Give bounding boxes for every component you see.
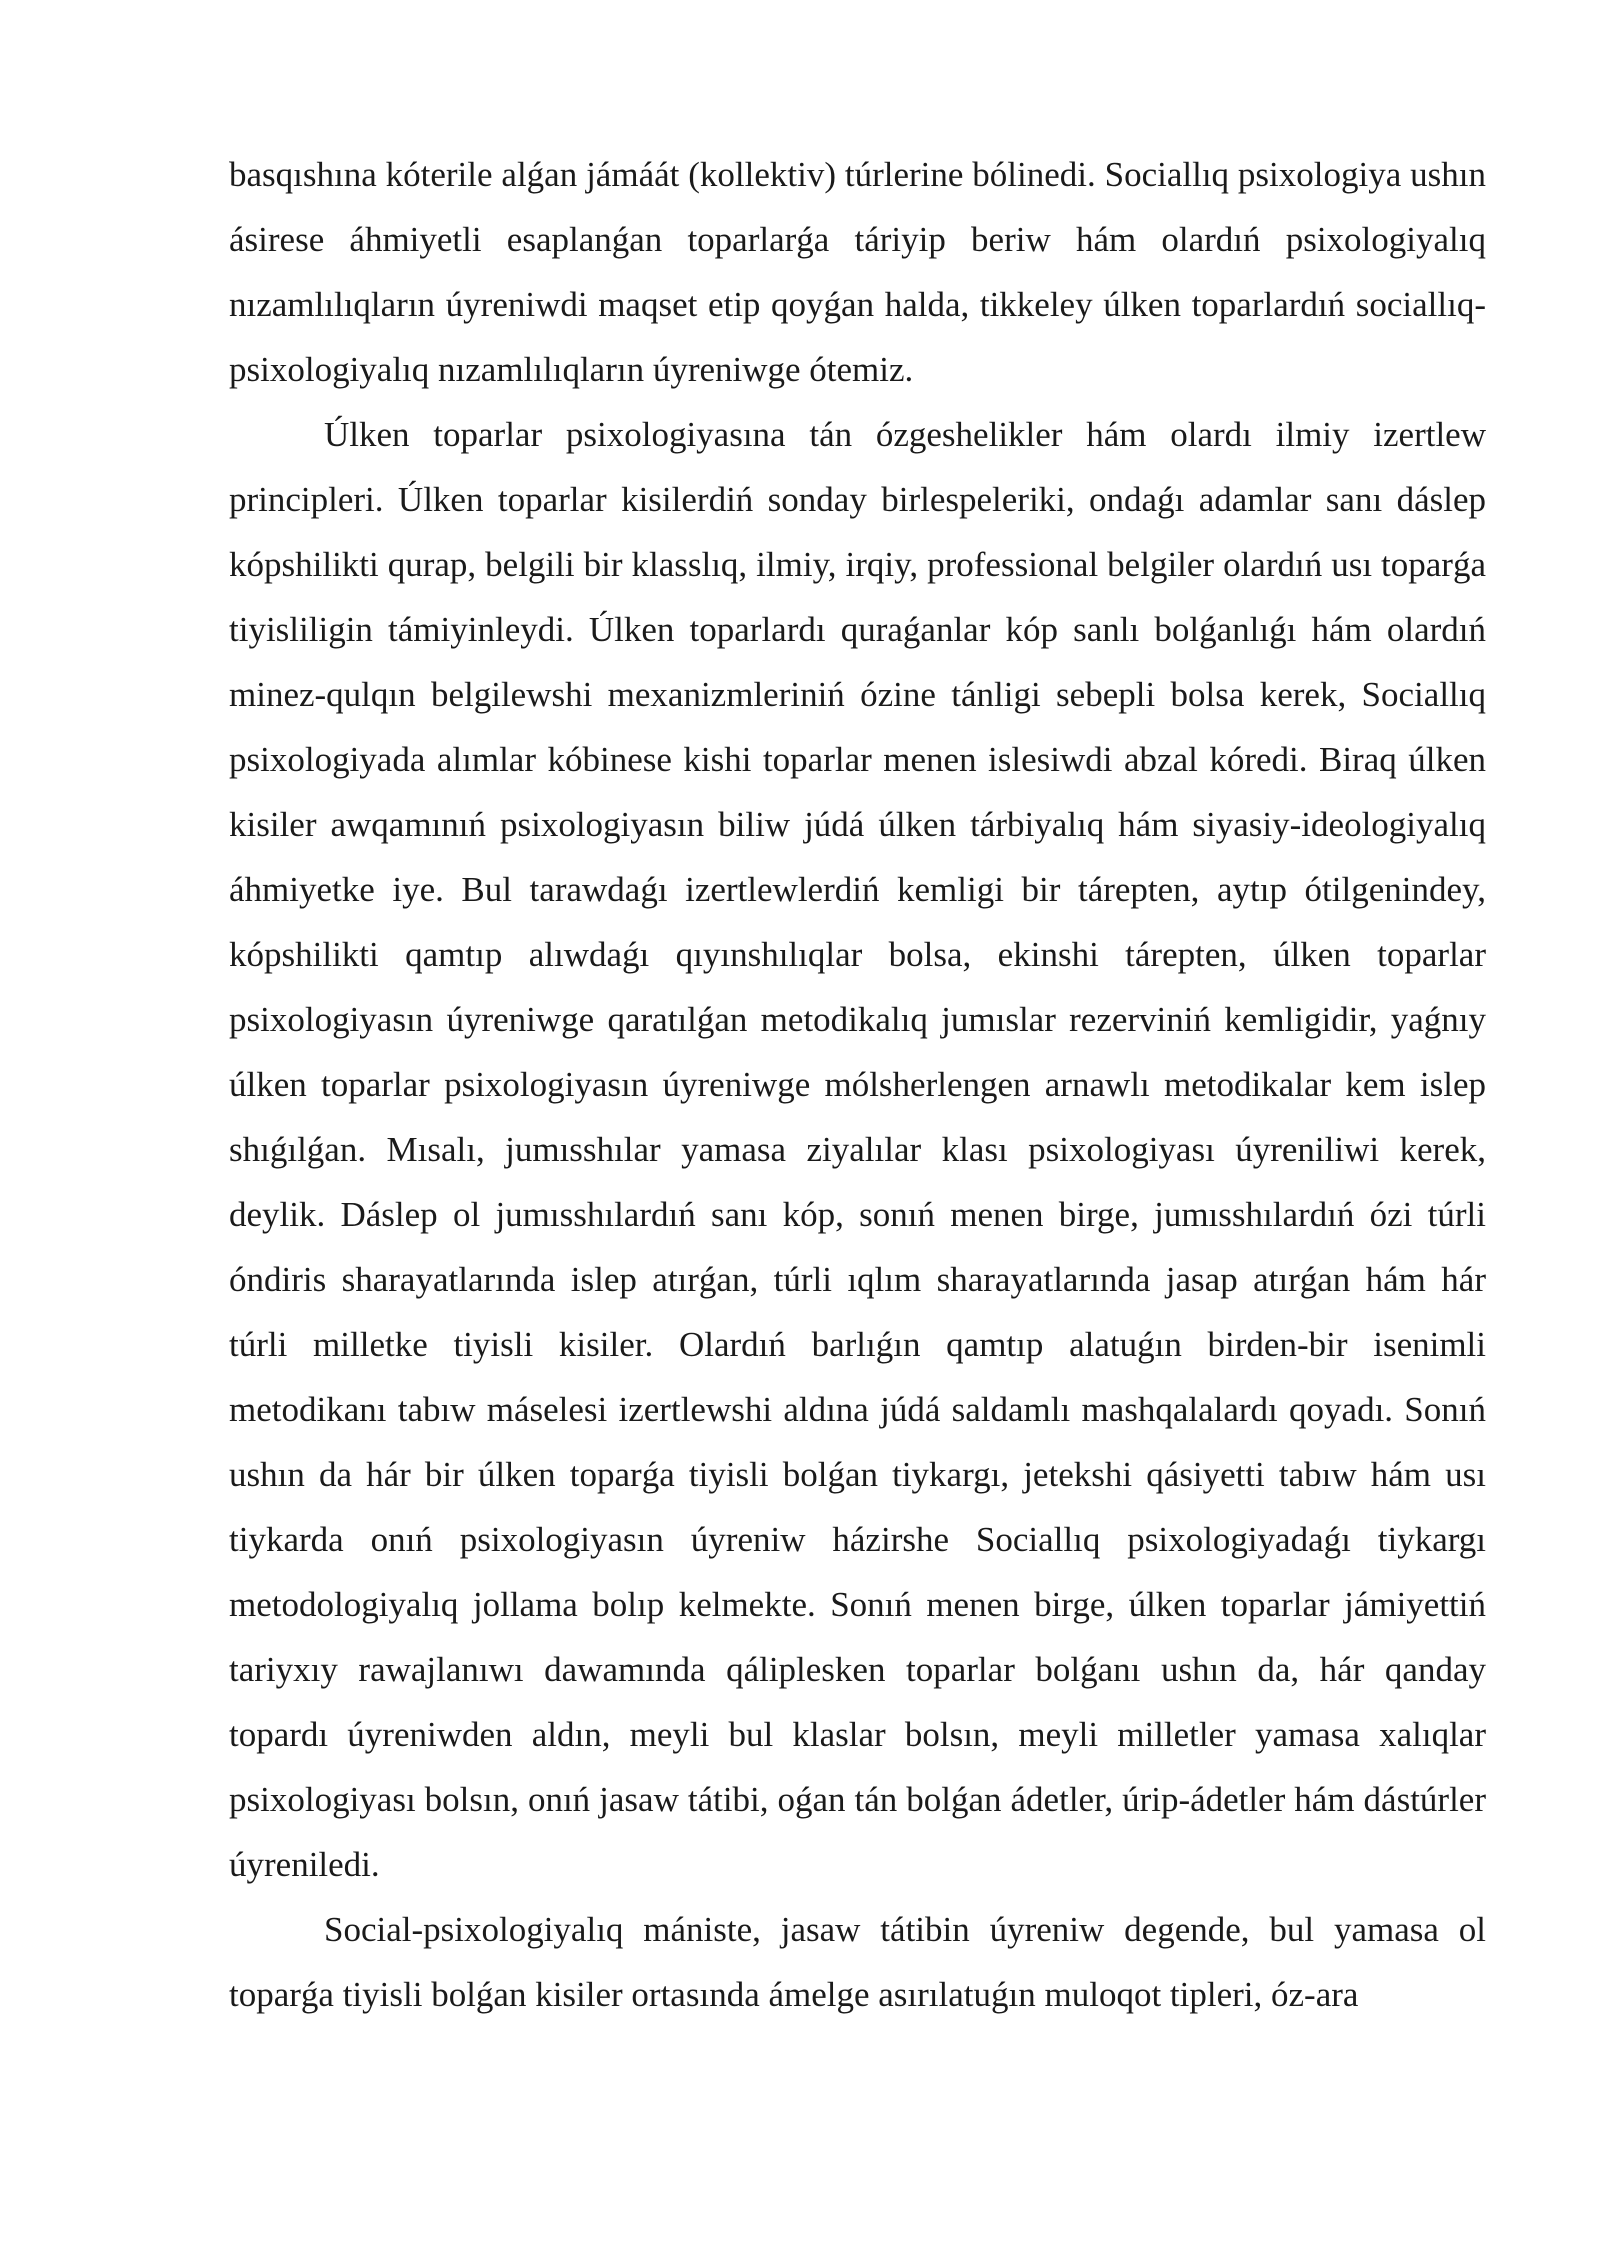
paragraph-2: Úlken toparlar psixologiyasına tán ózgeshelikler hám olardı ilmiy izertlew principleri. Úlken toparlar kisilerdiń sonday birlespeleriki, ondaǵı adamlar sanı dáslep kópshilikti qurap, belgili bir klasslıq, ilmiy, irqiy, professional belgiler olardıń usı toparǵa tiyisliligin támiyinleydi. Úlken toparlardı quraǵanlar kóp sanlı bolǵanlıǵı hám olardıń minez-qulqın belgilewshi mexanizmleriniń ózine tánligi sebepli bolsa kerek, Sociallıq psixologiyada alımlar kóbinese kishi toparlar menen islesiwdi abzal kóredi. Biraq úlken kisiler awqamınıń psixologiyasın biliw júdá úlken tárbiyalıq hám siyasiy-ideologiyalıq áhmiyetke iye. Bul tarawdaǵı izertlewlerdiń kemligi bir tárepten, aytıp ótilgenindey, kópshilikti qamtıp alıwdaǵı qıyınshılıqlar bolsa, ekinshi tárepten, úlken toparlar psixologiyasın úyreniwge qaratılǵan metodikalıq jumıslar rezerviniń kemligidir, yaǵnıy úlken toparlar psixologiyasın úyreniwge mólsherlengen arnawlı metodikalar kem islep shıǵılǵan. Mısalı, jumısshılar yamasa ziyalılar klası psixologiyası úyreniliwi kerek, deylik. Dáslep ol jumısshılardıń sanı kóp, sonıń menen birge, jumısshılardıń ózi túrli óndiris sharayatlarında islep atırǵan, túrli ıqlım sharayatlarında jasap atırǵan hám hár túrli milletke tiyisli kisiler. Olardıń barlıǵın qamtıp alatuǵın birden-bir isenimli metodikanı tabıw máselesi izertlewshi aldına júdá saldamlı mashqalalardı qoyadı. Sonıń ushın da hár bir úlken toparǵa tiyisli bolǵan tiykargı, jetekshi qásiyetti tabıw hám usı tiykarda onıń psixologiyasın úyreniw házirshe Sociallıq psixologiyadaǵı tiykargı metodologiyalıq jollama bolıp kelmekte. Sonıń menen birge, úlken toparlar jámiyettiń tariyxıy rawajlanıwı dawamında qáliplesken toparlar bolǵanı ushın da, hár qanday topardı úyreniwden aldın, meyli bul klaslar bolsın, meyli milletler yamasa xalıqlar psixologiyası bolsın, onıń jasaw tátibi, oǵan tán bolǵan ádetler, úrip-ádetler hám dástúrler úyreniledi. [229, 415, 1486, 1884]
paragraph-3: Social-psixologiyalıq mániste, jasaw tátibin úyreniw degende, bul yamasa ol toparǵa tiyisli bolǵan kisiler ortasında ámelge asırılatuǵın muloqot tipleri, óz-ara [229, 1910, 1486, 2014]
document-body [229, 142, 1486, 2027]
paragraph-1: basqıshına kóterile alǵan jámáát (kollektiv) túrlerine bólinedi. Sociallıq psixologiya ushın ásirese áhmiyetli esaplanǵan toparlarǵa táriyip beriw hám olardıń psixologiyalıq nızamlılıqların úyreniwdi maqset etip qoyǵan halda, tikkeley úlken toparlardıń sociallıq-psixologiyalıq nızamlılıqların úyreniwge ótemiz. [229, 155, 1486, 389]
